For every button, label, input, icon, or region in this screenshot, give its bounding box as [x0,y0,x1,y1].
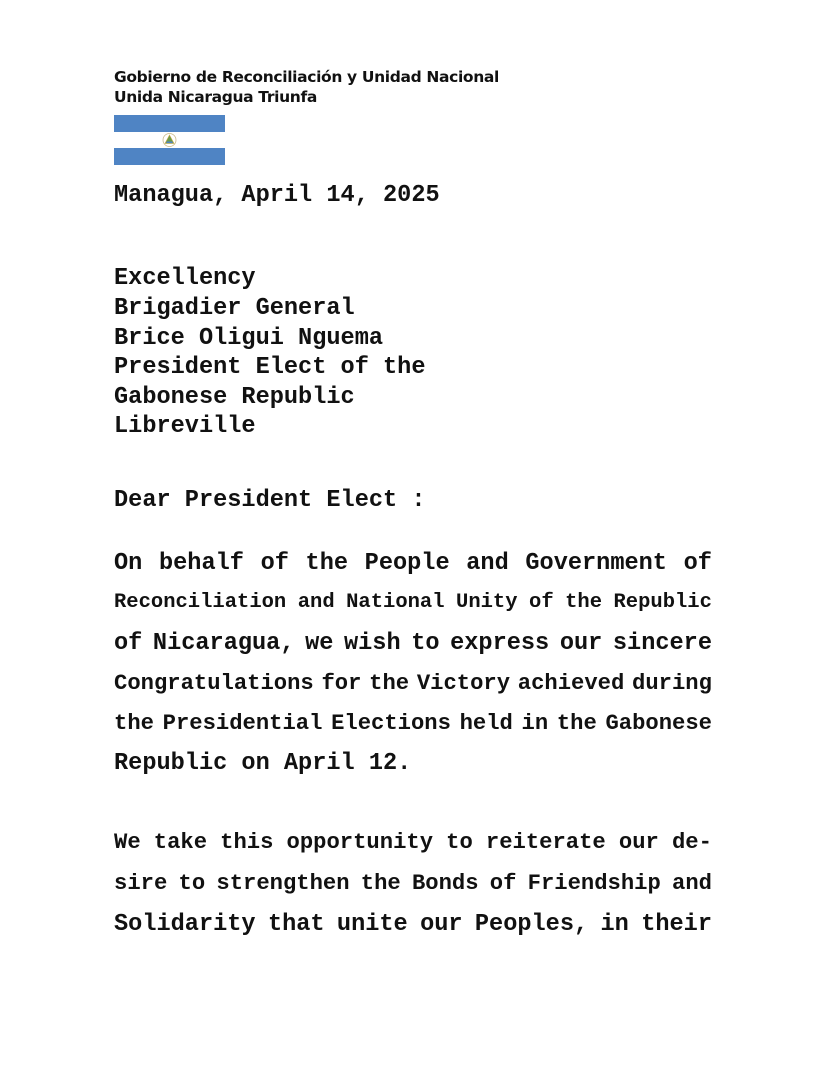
word: strengthen [216,871,350,896]
word: opportunity [286,830,434,855]
word: the [565,591,603,614]
recipient-line: Excellency [114,265,256,292]
word: in [521,711,549,736]
word: National [346,591,445,614]
word: the [369,671,410,696]
recipient-line: Brigadier General [114,295,355,322]
word: to [446,830,473,855]
word: Presidential [162,711,323,736]
word: Congratulations [114,671,314,696]
word: to [411,630,440,657]
word: of [683,550,712,577]
word: of [489,871,517,896]
word: that [267,911,325,938]
word: Victory [416,671,511,696]
paragraph-line [114,593,712,614]
word: wish [343,630,401,657]
word: of [114,630,143,657]
word: to [178,871,206,896]
word: of [529,591,554,614]
recipient-line: Gabonese Republic [114,384,355,411]
paragraph-line [114,673,712,695]
word: and [672,871,712,896]
word: behalf [158,550,244,577]
flag-band-top [114,115,225,132]
word: reiterate [485,830,606,855]
word: during [632,671,712,696]
flag-band-bottom [114,148,225,165]
paragraph-line [114,832,712,854]
word: our [559,630,603,657]
word: we [305,630,334,657]
word: sire [114,871,168,896]
word: the [305,550,349,577]
word: Republic [613,591,712,614]
salutation: Dear President Elect : [114,487,426,514]
word: Elections [331,711,451,736]
word: Peoples, [474,911,589,938]
word: express [450,630,550,657]
coat-of-arms-icon [160,132,179,148]
recipient-line: Brice Oligui Nguema [114,325,384,352]
nicaragua-flag-icon [114,115,225,165]
letterhead-slogan: Unida Nicaragua Triunfa [114,88,317,106]
word: the [360,871,401,896]
word: our [420,911,463,938]
word: Government [525,550,667,577]
word: Friendship [527,871,661,896]
word: We [114,830,141,855]
word: Solidarity [114,911,256,938]
word: sincere [612,630,712,657]
word: unite [336,911,408,938]
paragraph-line [114,552,712,576]
flag-band-middle [114,132,225,148]
word: take [153,830,208,855]
word: and [297,591,335,614]
word: On [114,550,143,577]
paragraph-line [114,873,712,895]
word: for [321,671,362,696]
word: Bonds [411,871,479,896]
paragraph-line [114,632,712,656]
word: de- [671,830,712,855]
word: of [260,550,289,577]
word: Unity [456,591,518,614]
word: this [220,830,274,855]
word: and [466,550,509,577]
word: our [618,830,659,855]
word: the [556,711,597,736]
word: Nicaragua, [152,630,295,657]
date-line: Managua, April 14, 2025 [114,182,440,209]
letterhead-government-name: Gobierno de Reconciliación y Unidad Nacional [114,68,499,86]
word: in [600,911,629,938]
paragraph-line [114,913,712,937]
word: achieved [517,671,625,696]
paragraph-line [114,713,712,735]
word: Gabonese [605,711,712,736]
word: Reconciliation [114,591,287,614]
recipient-line: President Elect of the [114,354,426,381]
word: their [641,911,712,938]
word: held [459,711,513,736]
word: People [364,550,450,577]
word: the [114,711,154,736]
paragraph-last-line: Republic on April 12. [114,750,412,777]
recipient-line: Libreville [114,413,256,440]
